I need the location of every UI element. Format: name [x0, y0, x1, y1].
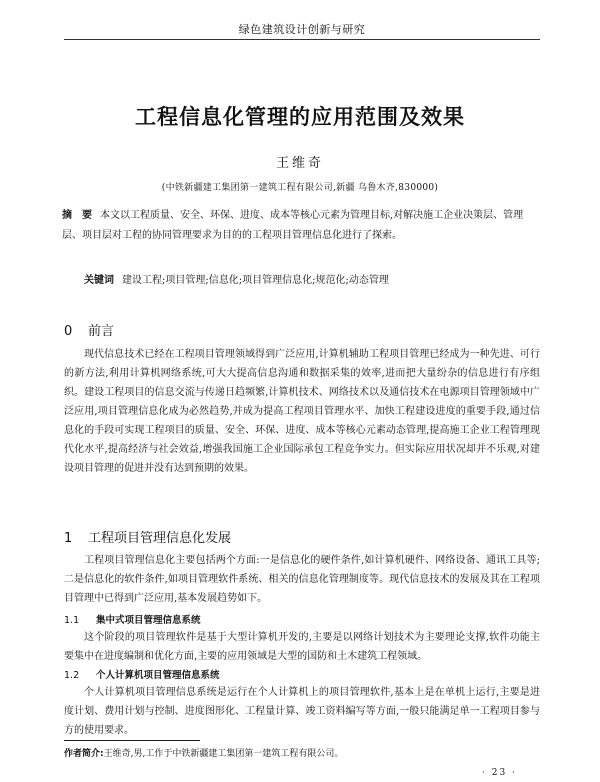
subsection-heading-1-2: [64, 667, 220, 681]
section-number: 1: [64, 531, 73, 546]
section-title: 前言: [88, 324, 115, 339]
journal-name: 绿色建筑设计创新与研究: [231, 23, 374, 36]
section-0-paragraph: 现代信息技术已经在工程项目管理领域得到广泛应用,计算机辅助工程项目管理已经成为一种先进、可行的新方法,利用计算机网络系统,可大大提高信息沟通和数据采集的效率,进而把大量纷杂的信息进行有序组织。建设工程项目的信息交流与传递日趋频繁,计算机技术、网络技术以及通信技术在电源项目管理领域中广泛应用,项目管理信息化成为必然趋势,并成为提高工程项目管理水平、加快工程建设进度的重要手段,通过信息化的手段可实现工程项目的质量、安全、环保、进度、成本等核心元素动态管理,提高施工企业工程管理现代化水平,提高经济与社会效益,增强我国施工企业国际承包工程竞争实力。但实际应用状况却并不乐观,对建设项目管理的促进并没有达到预期的效果。: [64, 349, 540, 474]
running-header: [64, 17, 540, 47]
keywords-label: 关键词: [84, 275, 114, 286]
section-heading-1: [64, 527, 231, 546]
subsection-number: 1.2: [64, 670, 80, 681]
section-heading-0: [64, 320, 114, 339]
abstract: [62, 206, 540, 246]
subsection-1-1-paragraph: 这个阶段的项目管理软件是基于大型计算机开发的,主要是以网络计划技术为主要理论支撑,软件功能主要集中在进度编制和优化方面,主要的应用领域是大型的国防和土木建筑工程领域。: [64, 632, 540, 662]
page-number: · 23 ·: [482, 768, 517, 778]
subsection-1-2-paragraph: 个人计算机项目管理信息系统是运行在个人计算机上的项目管理软件,基本上是在单机上运行,主要是进度计划、费用计划与控制、进度图形化、工程量计算、竣工资料编写等方面,一般只能满足单一工程项目参与方的使用要求。: [64, 687, 540, 736]
subsection-number: 1.1: [64, 615, 80, 626]
footnote-label: 作者简介:: [64, 749, 104, 759]
section-1-paragraph: 工程项目管理信息化主要包括两个方面:一是信息化的硬件条件,如计算机硬件、网络设备、通讯工具等;二是信息化的软件条件,如项目管理软件系统、相关的信息化管理制度等。现代信息技术的发展及其在工程项目管理中已得到广泛应用,基本发展趋势如下。: [64, 555, 540, 604]
keywords-text: 建设工程;项目管理;信息化;项目管理信息化;规范化;动态管理: [122, 275, 389, 286]
author-footnote: [64, 746, 343, 759]
author-affiliation: (中铁新疆建工集团第一建筑工程有限公司,新疆 乌鲁木齐,830000): [161, 183, 439, 193]
section-number: 0: [64, 324, 73, 339]
footnote-rule: [64, 740, 200, 741]
article-author: 王维奇: [275, 156, 324, 171]
subsection-title: 个人计算机项目管理信息系统: [96, 670, 220, 681]
abstract-label: 摘 要: [62, 210, 92, 221]
article-title: 工程信息化管理的应用范围及效果: [135, 104, 465, 129]
footnote-text: 王维奇,男,工作于中铁新疆建工集团第一建筑工程有限公司。: [103, 749, 344, 759]
abstract-text: 本文以工程质量、安全、环保、进度、成本等核心元素为管理目标,对解决施工企业决策层、管理层、项目层对工程的协同管理要求为目的的工程项目管理信息化进行了探索。: [62, 210, 524, 241]
subsection-heading-1-1: [64, 612, 201, 626]
section-title: 工程项目管理信息化发展: [88, 531, 232, 546]
subsection-title: 集中式项目管理信息系统: [96, 615, 201, 626]
keywords: [84, 273, 540, 289]
header-rule: [64, 39, 540, 40]
